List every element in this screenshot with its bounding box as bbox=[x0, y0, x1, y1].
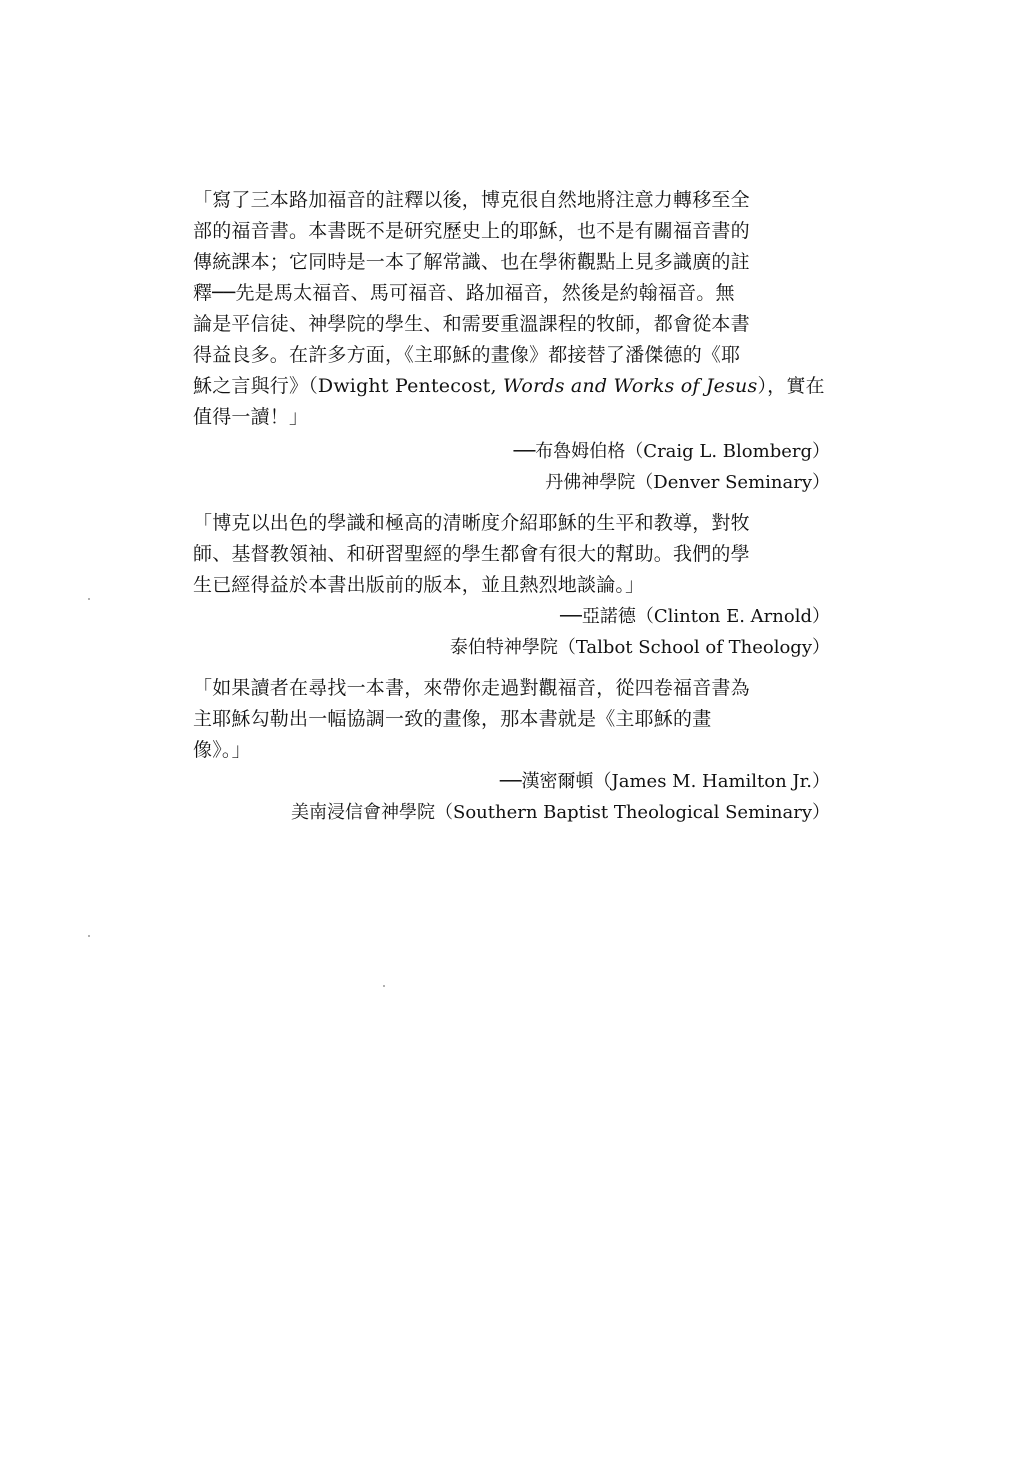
scan-speck bbox=[88, 598, 90, 600]
quote-line: 傳統課本；它同時是一本了解常識、也在學術觀點上見多識廣的註 bbox=[193, 251, 750, 273]
quote-line: 值得一讀！」 bbox=[193, 406, 309, 428]
quote-line: 釋──先是馬太福音、馬可福音、路加福音，然後是約翰福音。無 bbox=[193, 282, 735, 304]
quote-line: 「寫了三本路加福音的註釋以後，博克很自然地將注意力轉移至全 bbox=[193, 189, 750, 211]
endorsement-hamilton bbox=[193, 673, 838, 828]
endorser-name: ──漢密爾頓（James M. Hamilton Jr.） bbox=[499, 771, 830, 792]
scan-speck bbox=[383, 985, 385, 987]
quote-line: 論是平信徒、神學院的學生、和需要重溫課程的牧師，都會從本書 bbox=[193, 313, 750, 335]
endorser-institution: 美南浸信會神學院（Southern Baptist Theological Seminary） bbox=[291, 802, 830, 823]
endorser-institution: 泰伯特神學院（Talbot School of Theology） bbox=[449, 637, 830, 658]
quote-line: 「如果讀者在尋找一本書，來帶你走過對觀福音，從四卷福音書為 bbox=[193, 677, 750, 699]
quote-text: ），實在 bbox=[757, 375, 825, 397]
endorser-name: ──布魯姆伯格（Craig L. Blomberg） bbox=[513, 441, 830, 462]
endorser-name: ──亞諾德（Clinton E. Arnold） bbox=[560, 606, 830, 627]
quote-text: 穌之言與行》（Dwight Pentecost, bbox=[193, 375, 503, 397]
quote-line: 生已經得益於本書出版前的版本，並且熱烈地談論。」 bbox=[193, 574, 645, 596]
endorsements-block bbox=[193, 185, 838, 838]
endorsement-quote bbox=[193, 185, 838, 433]
endorser-institution: 丹佛神學院（Denver Seminary） bbox=[545, 472, 830, 493]
endorsement-arnold bbox=[193, 508, 838, 663]
endorsement-blomberg bbox=[193, 185, 838, 498]
quote-line: 「博克以出色的學識和極高的清晰度介紹耶穌的生平和教導，對牧 bbox=[193, 512, 750, 534]
book-title-italic: Words and Works of Jesus bbox=[502, 375, 758, 397]
quote-line: 得益良多。在許多方面，《主耶穌的畫像》都接替了潘傑德的《耶 bbox=[193, 344, 741, 366]
quote-line: 主耶穌勾勒出一幅協調一致的畫像，那本書就是《主耶穌的畫 bbox=[193, 708, 712, 730]
quote-line bbox=[193, 371, 838, 402]
scan-speck bbox=[88, 935, 90, 937]
quote-line: 師、基督教領袖、和研習聖經的學生都會有很大的幫助。我們的學 bbox=[193, 543, 750, 565]
endorsement-quote bbox=[193, 508, 838, 601]
quote-line: 部的福音書。本書既不是研究歷史上的耶穌，也不是有關福音書的 bbox=[193, 220, 750, 242]
endorsement-quote bbox=[193, 673, 838, 766]
quote-line: 像》。」 bbox=[193, 739, 251, 761]
